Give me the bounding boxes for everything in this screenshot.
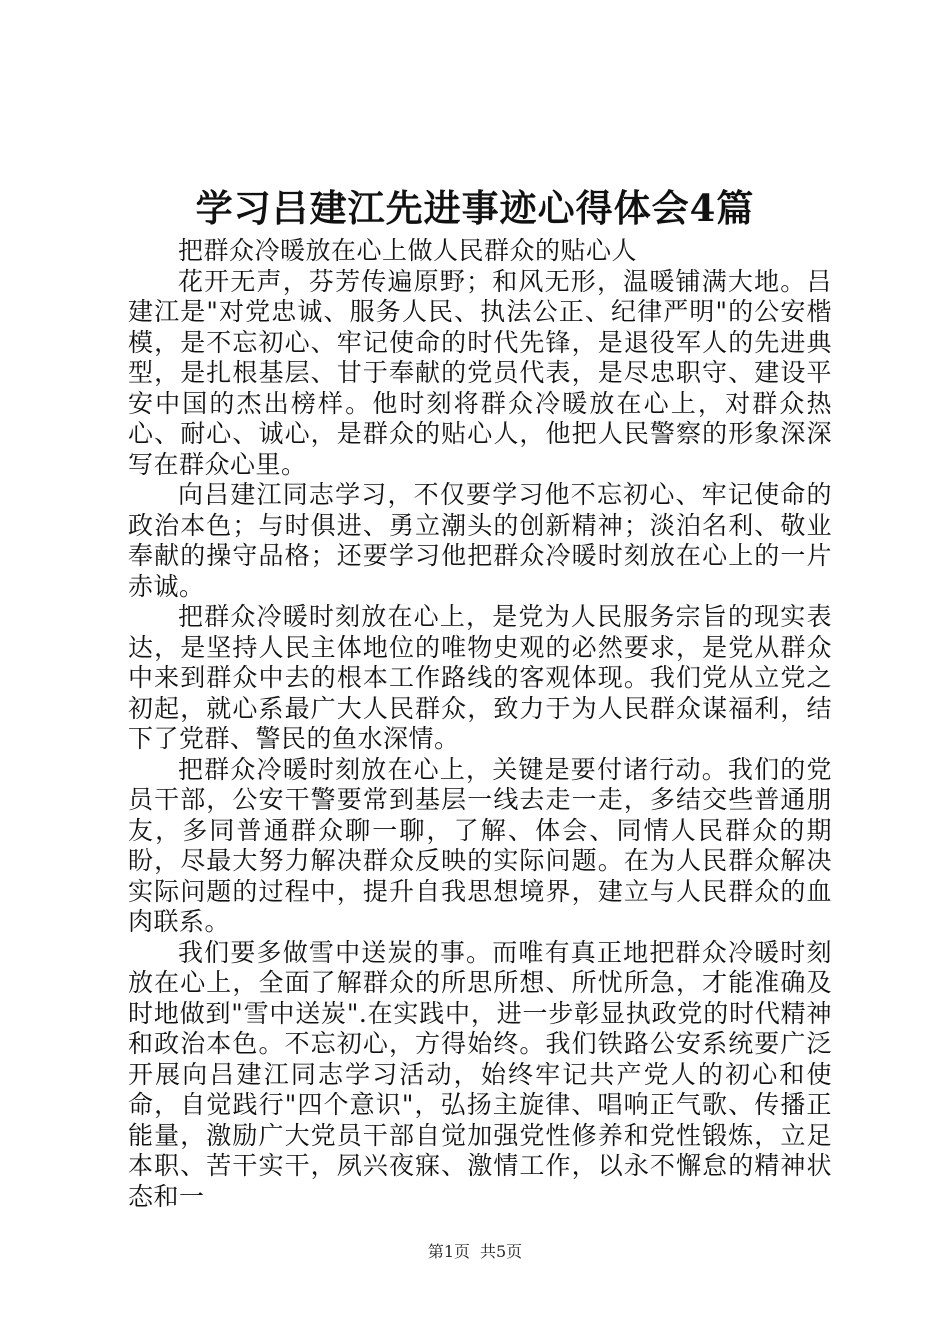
body-paragraph: 把群众冷暖时刻放在心上，是党为人民服务宗旨的现实表达，是坚持人民主体地位的唯物史观的必然要求，是党从群众中来到群众中去的根本工作路线的客观体现。我们党从立党之初起，就心系最广大人民群众，致力于为人民群众谋福利，结下了党群、警民的鱼水深情。 [128,602,832,753]
document-body [128,236,832,1212]
body-paragraph: 向吕建江同志学习，不仅要学习他不忘初心、牢记使命的政治本色；与时俱进、勇立潮头的创新精神；淡泊名利、敬业奉献的操守品格；还要学习他把群众冷暖时刻放在心上的一片赤诚。 [128,480,832,601]
page-total: 共5页 [480,1242,523,1261]
subtitle-paragraph: 把群众冷暖放在心上做人民群众的贴心人 [178,236,638,265]
body-paragraph: 花开无声，芬芳传遍原野；和风无形，温暖铺满大地。吕建江是"对党忠诚、服务人民、执法公正、纪律严明"的公安楷模，是不忘初心、牢记使命的时代先锋，是退役军人的先进典型，是扎根基层、甘于奉献的党员代表，是尽忠职守、建设平安中国的杰出榜样。他时刻将群众冷暖放在心上，对群众热心、耐心、诚心，是群众的贴心人，他把人民警察的形象深深写在群众心里。 [128,266,832,479]
page-footer [0,1241,950,1263]
page-number: 第1页 [427,1242,470,1261]
document-title: 学习吕建江先进事迹心得体会4篇 [195,186,755,230]
body-paragraph: 把群众冷暖时刻放在心上，关键是要付诸行动。我们的党员干部，公安干警要常到基层一线去走一走，多结交些普通朋友，多同普通群众聊一聊，了解、体会、同情人民群众的期盼，尽最大努力解决群众反映的实际问题。在为人民群众解决实际问题的过程中，提升自我思想境界，建立与人民群众的血肉联系。 [128,754,832,936]
body-paragraph: 我们要多做雪中送炭的事。而唯有真正地把群众冷暖时刻放在心上，全面了解群众的所思所想、所忧所急，才能准确及时地做到"雪中送炭".在实践中，进一步彰显执政党的时代精神和政治本色。不忘初心，方得始终。我们铁路公安系统要广泛开展向吕建江同志学习活动，始终牢记共产党人的初心和使命，自觉践行"四个意识"，弘扬主旋律、唱响正气歌、传播正能量，激励广大党员干部自觉加强党性修养和党性锻炼，立足本职、苦干实干，夙兴夜寐、激情工作，以永不懈怠的精神状态和一 [128,937,832,1211]
